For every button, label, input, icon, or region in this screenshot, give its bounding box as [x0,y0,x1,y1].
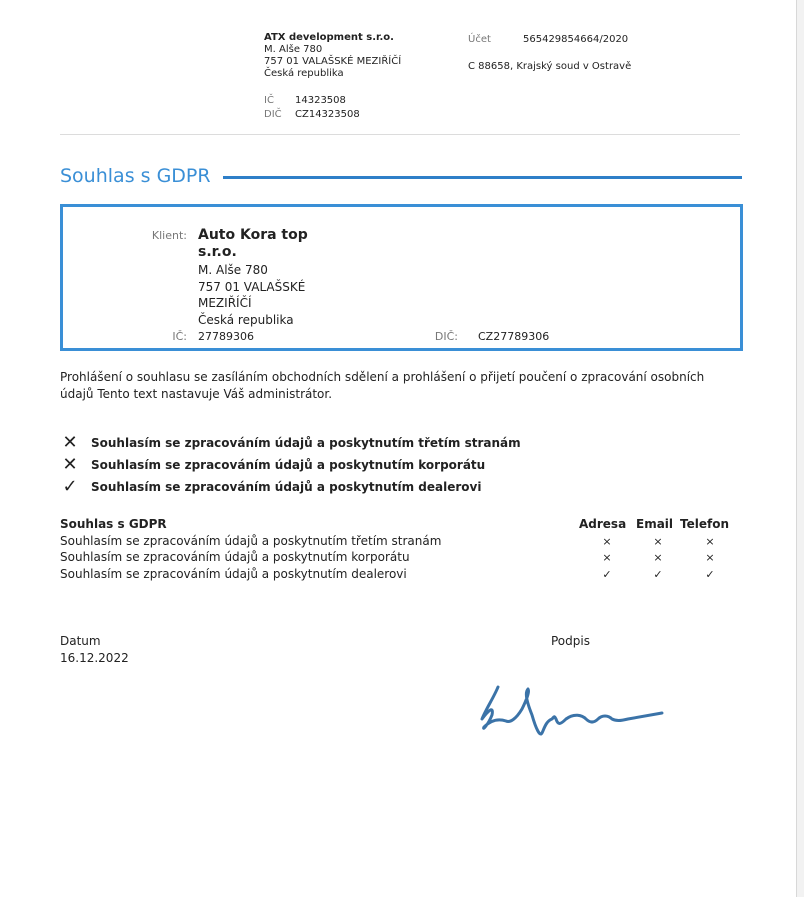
intro-line-1: Prohlášení o souhlasu se zasíláním obchodních sdělení a prohlášení o přijetí poučení o zpracování osobních [60,370,705,384]
client-ic: 27789306 [198,330,254,343]
table-column-address: Adresa [579,517,627,531]
company-city: 757 01 VALAŠSKÉ MEZIŘÍČÍ [264,56,402,67]
intro-line-2: údajů Tento text nastavuje Váš administrátor. [60,387,333,401]
date-label: Datum [60,634,101,648]
company-ic-label: IČ [264,95,274,106]
table-header-title: Souhlas s GDPR [60,517,167,531]
table-row-label: Souhlasím se zpracováním údajů a poskytnutím dealerovi [60,567,407,581]
consent-mark-3: ✓ [62,476,78,497]
client-label: Klient: [151,229,187,242]
consent-text-3: Souhlasím se zpracováním údajů a poskytnutím dealerovi [91,480,482,494]
title-rule [223,176,742,179]
date-value: 16.12.2022 [60,651,129,665]
table-cell: × [602,551,612,564]
table-cell: ✓ [602,568,612,581]
consent-text-2: Souhlasím se zpracováním údajů a poskytnutím korporátu [91,458,486,472]
client-box [60,204,743,351]
page-title: Souhlas s GDPR [60,165,211,187]
table-row-label: Souhlasím se zpracováním údajů a poskytnutím třetím stranám [60,534,442,548]
client-street: M. Alše 780 [198,263,268,277]
client-city-line1: 757 01 VALAŠSKÉ [198,280,306,294]
table-cell: × [705,535,715,548]
client-country: Česká republika [198,313,294,327]
table-column-phone: Telefon [680,517,729,531]
company-country: Česká republika [264,68,344,79]
company-ic: 14323508 [295,95,346,106]
table-cell: × [653,535,663,548]
table-cell: × [705,551,715,564]
signature-drawing [470,675,670,745]
client-name-line2: s.r.o. [198,244,237,260]
company-dic: CZ14323508 [295,109,360,120]
signature-label: Podpis [551,634,590,648]
account-number: 565429854664/2020 [523,34,629,45]
table-cell: ✓ [705,568,715,581]
company-name: ATX development s.r.o. [264,32,394,43]
client-dic: CZ27789306 [478,330,550,343]
account-label: Účet [468,34,491,45]
client-name-line1: Auto Kora top [198,227,308,243]
client-city-line2: MEZIŘÍČÍ [198,296,252,310]
table-cell: × [653,551,663,564]
consent-mark-2: ✕ [62,454,78,475]
table-column-email: Email [636,517,674,531]
company-street: M. Alše 780 [264,44,323,55]
client-dic-label: DIČ: [434,330,458,343]
header-divider [60,134,740,135]
table-row-label: Souhlasím se zpracováním údajů a poskytnutím korporátu [60,550,410,564]
client-ic-label: IČ: [172,330,187,343]
page-edge [796,0,804,897]
table-cell: ✓ [653,568,663,581]
company-registry: C 88658, Krajský soud v Ostravě [468,61,632,72]
table-cell: × [602,535,612,548]
consent-text-1: Souhlasím se zpracováním údajů a poskytnutím třetím stranám [91,436,521,450]
company-dic-label: DIČ [264,109,282,120]
consent-mark-1: ✕ [62,432,78,453]
